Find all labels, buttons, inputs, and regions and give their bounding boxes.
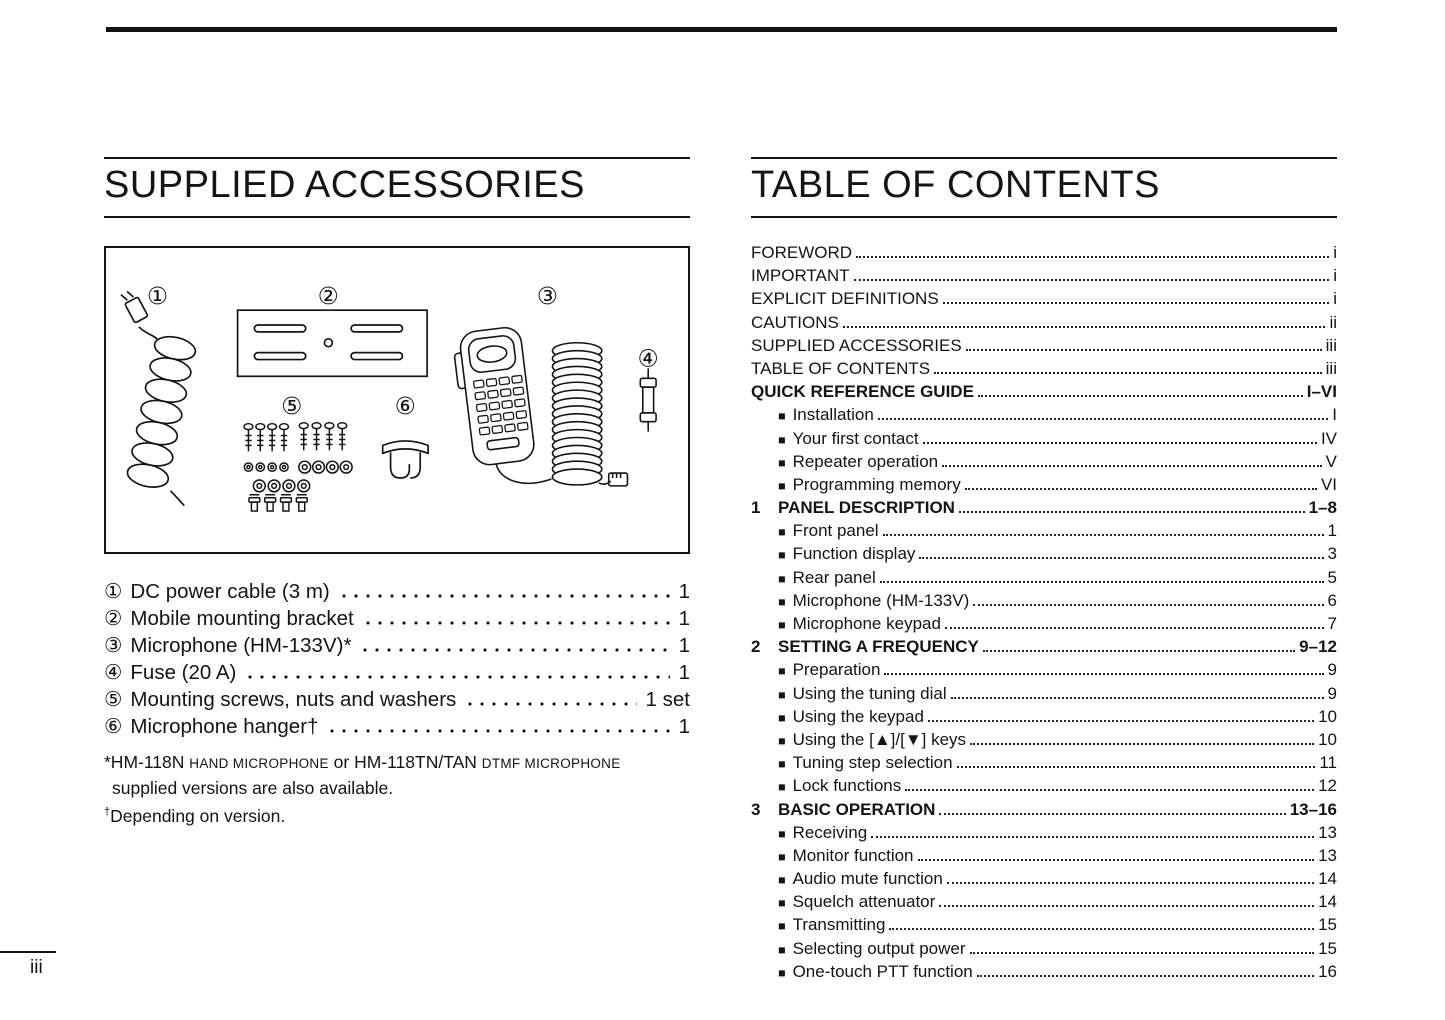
square-bullet-icon: ■: [778, 548, 786, 563]
toc-page-number: 9: [1327, 660, 1337, 680]
toc-entry-label: SETTING A FREQUENCY: [778, 637, 979, 657]
toc-entry: [751, 823, 1337, 846]
dot-leader: [978, 394, 1303, 397]
accessory-item: [104, 633, 690, 660]
toc-entry: [751, 591, 1337, 614]
dot-leader: [923, 441, 1317, 444]
page-number: iii: [30, 957, 43, 978]
toc-entry: [751, 266, 1337, 289]
toc-page-number: i: [1333, 289, 1337, 309]
toc-page-number: 7: [1327, 614, 1337, 633]
toc-entry-label: One-touch PTT function: [792, 961, 973, 981]
square-bullet-icon: ■: [778, 594, 786, 609]
figure-label-2: ②: [317, 282, 340, 311]
toc-entry: [751, 753, 1337, 776]
toc-entry-label: PANEL DESCRIPTION: [778, 498, 955, 518]
toc-entry: [751, 915, 1337, 938]
dot-leader: [889, 927, 1314, 930]
toc-entry-label: Preparation: [792, 660, 881, 680]
toc-entry: [751, 939, 1337, 962]
toc-page-number: 12: [1318, 776, 1337, 796]
toc-page-number: 9–12: [1299, 637, 1337, 657]
toc-entry: [751, 637, 1337, 660]
toc-entry: [751, 962, 1337, 985]
figure-label-1: ①: [147, 282, 169, 311]
toc-page-number: IV: [1320, 428, 1337, 448]
toc-page-number: 13–16: [1289, 799, 1337, 819]
dot-leader: [329, 729, 669, 733]
toc-entry-label: BASIC OPERATION: [778, 799, 936, 819]
toc-entry: [751, 869, 1337, 892]
accessory-item: [104, 660, 690, 687]
toc-entry: [751, 521, 1337, 544]
mounting-bracket-drawing: [238, 310, 428, 376]
dot-leader: [939, 812, 1285, 815]
figure-label-4: ④: [637, 344, 659, 373]
accessory-number: ⑤: [104, 688, 123, 711]
footnote-line: [104, 800, 690, 828]
toc-entry-label: Audio mute function: [792, 869, 943, 889]
accessory-number: ⑥: [104, 715, 123, 738]
toc-entry: [751, 336, 1337, 359]
accessories-footnotes: [104, 750, 690, 828]
dot-leader: [918, 858, 1315, 861]
toc-list: [751, 243, 1337, 985]
toc-entry-label: Rear panel: [792, 567, 876, 587]
modular-plug-drawing: [609, 473, 628, 486]
dot-leader: [467, 702, 636, 706]
toc-page-number: iii: [1325, 358, 1337, 378]
dot-leader: [945, 626, 1324, 629]
toc-entry: [751, 544, 1337, 567]
toc-entry-label: Front panel: [792, 521, 879, 541]
toc-entry: [751, 498, 1337, 521]
accessory-label: Mobile mounting bracket: [130, 607, 354, 630]
toc-entry: [751, 707, 1337, 730]
fuse-drawing: [640, 368, 656, 431]
square-bullet-icon: ■: [778, 432, 786, 447]
square-bullet-icon: ■: [778, 919, 786, 934]
screws-washers-drawing: [244, 423, 352, 511]
footnote-line: [104, 750, 690, 776]
accessories-list: [104, 579, 690, 741]
dot-leader: [965, 487, 1317, 490]
toc-page-number: i: [1333, 266, 1337, 286]
dc-power-cable-drawing: [121, 290, 198, 506]
toc-entry-label: SUPPLIED ACCESSORIES: [751, 335, 962, 355]
toc-entry: [751, 568, 1337, 591]
toc-page-number: 11: [1319, 753, 1337, 773]
toc-entry-label: FOREWORD: [751, 243, 853, 262]
toc-entry-label: Microphone keypad: [792, 614, 941, 633]
toc-entry: [751, 892, 1337, 915]
dot-leader: [247, 675, 669, 679]
accessory-number: ③: [104, 634, 123, 657]
toc-entry: [751, 730, 1337, 753]
toc-entry: [751, 475, 1337, 498]
dot-leader: [843, 325, 1326, 328]
dot-leader: [362, 648, 669, 652]
toc-entry-label: Monitor function: [792, 845, 914, 865]
square-bullet-icon: ■: [778, 873, 786, 888]
square-bullet-icon: ■: [778, 826, 786, 841]
footer-rule: [0, 951, 56, 953]
figure-label-6: ⑥: [394, 391, 417, 420]
dot-leader: [966, 348, 1322, 351]
toc-page-number: 13: [1318, 822, 1337, 842]
footnote-text: Depending on version.: [110, 805, 286, 826]
microphone-hanger-drawing: [383, 441, 428, 478]
square-bullet-icon: ■: [778, 618, 786, 632]
toc-entry-label: QUICK REFERENCE GUIDE: [751, 382, 974, 402]
dot-leader: [943, 301, 1330, 304]
toc-page-number: 6: [1327, 590, 1337, 610]
footnote-text: HM-118TN/TAN: [354, 752, 482, 772]
top-rule: [106, 27, 1337, 32]
accessory-number: ②: [104, 607, 123, 630]
table-of-contents-title: TABLE OF CONTENTS: [751, 157, 1337, 218]
square-bullet-icon: ■: [778, 455, 786, 470]
toc-entry-label: Using the [▲]/[▼] keys: [792, 729, 967, 749]
square-bullet-icon: ■: [778, 409, 786, 424]
toc-entry: [751, 382, 1337, 405]
toc-page-number: V: [1325, 451, 1337, 471]
toc-entry-label: Using the tuning dial: [792, 683, 947, 703]
accessory-label: Fuse (20 A): [130, 661, 237, 684]
accessory-item: [104, 687, 690, 714]
dot-leader: [983, 649, 1295, 652]
toc-entry-label: Programming memory: [792, 474, 961, 494]
figure-label-5: ⑤: [281, 391, 303, 420]
toc-entry: [751, 429, 1337, 452]
dot-leader: [951, 696, 1324, 699]
toc-page-number: 14: [1318, 892, 1337, 912]
dot-leader: [905, 788, 1314, 791]
toc-page-number: I–VI: [1306, 382, 1337, 402]
accessory-number: ①: [104, 580, 123, 603]
accessory-label: DC power cable (3 m): [130, 580, 330, 603]
dot-leader: [883, 533, 1324, 536]
accessory-label: Microphone (HM-133V)*: [130, 634, 352, 657]
toc-entry: [751, 800, 1337, 823]
toc-page-number: 9: [1327, 683, 1337, 703]
toc-page-number: 1: [1327, 521, 1337, 541]
dot-leader: [970, 951, 1315, 954]
toc-page-number: i: [1333, 243, 1337, 262]
toc-entry: [751, 289, 1337, 312]
toc-entry: [751, 359, 1337, 382]
dot-leader: [934, 371, 1322, 374]
dot-leader: [884, 672, 1323, 675]
toc-entry-label: Lock functions: [792, 776, 902, 796]
square-bullet-icon: ■: [778, 687, 786, 702]
table-of-contents-section: [751, 157, 1337, 985]
toc-chapter-number: 3: [751, 799, 761, 819]
toc-entry-label: Transmitting: [792, 915, 886, 935]
accessories-figure: [104, 246, 690, 554]
accessory-item: [104, 606, 690, 633]
dot-leader: [973, 603, 1323, 606]
toc-entry: [751, 776, 1337, 799]
square-bullet-icon: ■: [778, 478, 786, 493]
square-bullet-icon: ■: [778, 733, 786, 748]
toc-entry: [751, 313, 1337, 336]
toc-entry-label: Selecting output power: [792, 938, 966, 958]
dot-leader: [854, 278, 1330, 281]
toc-entry: [751, 243, 1337, 266]
dot-leader: [959, 510, 1305, 513]
accessory-label: Microphone hanger†: [130, 715, 319, 738]
supplied-accessories-section: [104, 157, 690, 828]
toc-entry: [751, 660, 1337, 683]
square-bullet-icon: ■: [778, 849, 786, 864]
dot-leader: [947, 881, 1314, 884]
footnote-text: †: [104, 806, 111, 818]
toc-entry: [751, 614, 1337, 637]
accessory-quantity: 1: [678, 715, 690, 738]
accessory-quantity: 1: [678, 607, 690, 630]
square-bullet-icon: ■: [778, 525, 786, 540]
toc-page-number: 10: [1318, 729, 1337, 749]
dot-leader: [970, 742, 1314, 745]
square-bullet-icon: ■: [778, 757, 786, 772]
dot-leader: [928, 719, 1314, 722]
dot-leader: [939, 904, 1314, 907]
dot-leader: [957, 765, 1316, 768]
toc-page-number: 16: [1318, 961, 1337, 981]
toc-entry-label: Microphone (HM-133V): [792, 590, 970, 610]
toc-page-number: VI: [1320, 474, 1337, 494]
figure-label-3: ③: [536, 282, 559, 311]
accessory-label: Mounting screws, nuts and washers: [130, 688, 457, 711]
square-bullet-icon: ■: [778, 780, 786, 795]
accessories-illustration: [106, 248, 688, 552]
toc-entry-label: Receiving: [792, 822, 868, 842]
toc-page-number: I: [1332, 405, 1337, 425]
footnote-text: *HM-118N: [104, 752, 190, 772]
coiled-cord-drawing: [552, 343, 601, 485]
accessory-item: [104, 714, 690, 741]
toc-page-number: 10: [1318, 706, 1337, 726]
square-bullet-icon: ■: [778, 710, 786, 725]
footnote-text: HAND MICROPHONE: [189, 756, 329, 771]
toc-entry-label: IMPORTANT: [751, 266, 850, 286]
footnote-line: [104, 776, 690, 800]
dot-leader: [880, 580, 1324, 583]
toc-chapter-number: 1: [751, 498, 761, 518]
toc-entry-label: Tuning step selection: [792, 753, 953, 773]
accessory-quantity: 1: [678, 661, 690, 684]
toc-page-number: 15: [1318, 915, 1337, 935]
footnote-text: or: [328, 752, 355, 772]
dot-leader: [919, 556, 1323, 559]
square-bullet-icon: ■: [778, 664, 786, 679]
toc-entry-label: Function display: [792, 544, 916, 564]
square-bullet-icon: ■: [778, 571, 786, 586]
toc-entry-label: Installation: [792, 405, 874, 425]
microphone-drawing: [452, 326, 628, 486]
toc-page-number: 3: [1327, 544, 1337, 564]
dot-leader: [942, 464, 1322, 467]
square-bullet-icon: ■: [778, 942, 786, 957]
dot-leader: [365, 621, 670, 625]
toc-chapter-number: 2: [751, 637, 761, 657]
toc-page-number: 13: [1318, 845, 1337, 865]
toc-entry-label: EXPLICIT DEFINITIONS: [751, 289, 939, 309]
accessory-quantity: 1: [678, 634, 690, 657]
toc-page-number: 5: [1327, 567, 1337, 587]
toc-entry-label: Your first contact: [792, 428, 919, 448]
toc-entry-label: Using the keypad: [792, 706, 924, 726]
accessory-quantity: 1 set: [645, 688, 690, 711]
toc-entry: [751, 452, 1337, 475]
toc-entry-label: TABLE OF CONTENTS: [751, 358, 931, 378]
dot-leader: [856, 255, 1329, 258]
toc-page-number: 15: [1318, 938, 1337, 958]
dot-leader: [977, 974, 1314, 977]
accessory-number: ④: [104, 661, 123, 684]
toc-page-number: 1–8: [1308, 498, 1337, 518]
square-bullet-icon: ■: [778, 896, 786, 911]
footnote-text: DTMF MICROPHONE: [481, 756, 621, 771]
toc-entry-label: Squelch attenuator: [792, 892, 936, 912]
dot-leader: [871, 835, 1314, 838]
toc-page-number: iii: [1325, 335, 1337, 355]
toc-entry: [751, 405, 1337, 428]
dot-leader: [341, 594, 670, 598]
accessory-item: [104, 579, 690, 606]
square-bullet-icon: ■: [778, 965, 786, 980]
toc-entry: [751, 846, 1337, 869]
supplied-accessories-title: SUPPLIED ACCESSORIES: [104, 157, 690, 218]
toc-entry-label: CAUTIONS: [751, 312, 839, 332]
toc-page-number: 14: [1318, 869, 1337, 889]
dot-leader: [878, 417, 1328, 420]
toc-page-number: ii: [1329, 312, 1337, 332]
accessory-quantity: 1: [678, 580, 690, 603]
toc-entry-label: Repeater operation: [792, 451, 939, 471]
footnote-text: supplied versions are also available.: [112, 778, 394, 798]
toc-entry: [751, 684, 1337, 707]
